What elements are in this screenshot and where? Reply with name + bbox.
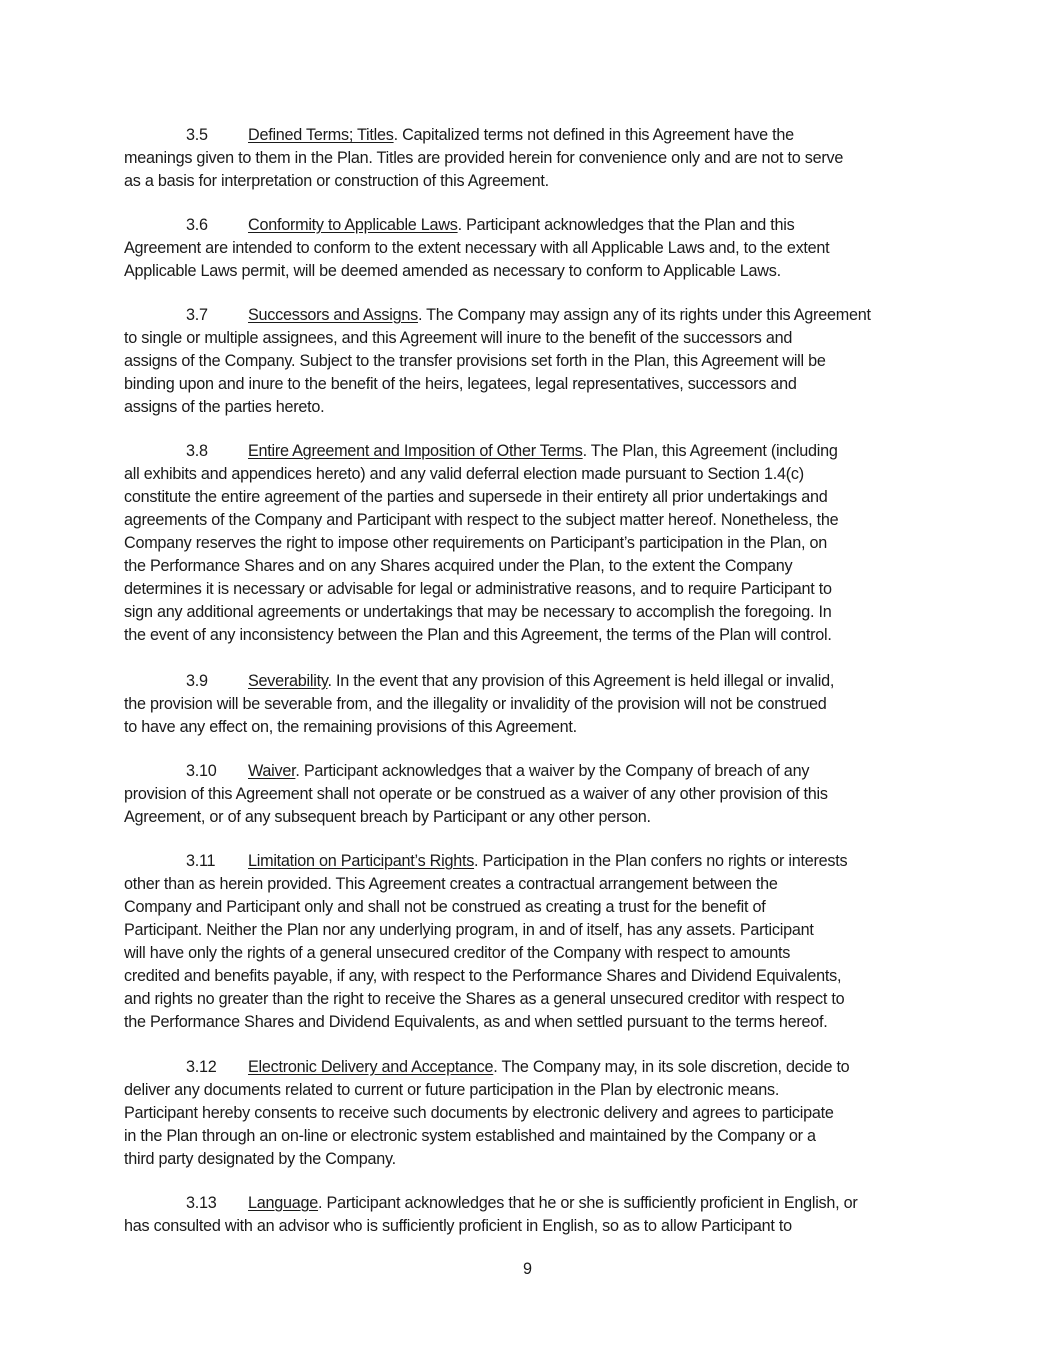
section-first-line <box>124 850 934 873</box>
section-heading: Defined Terms; Titles <box>248 126 394 144</box>
section-first-line <box>124 440 934 463</box>
section-text: . Participation in the Plan confers no rights or interests <box>474 852 848 870</box>
section-text-line: third party designated by the Company. <box>124 1150 396 1168</box>
section-number: 3.8 <box>186 442 208 460</box>
section-text-line: to single or multiple assignees, and this Agreement will inure to the benefit of the successors and <box>124 329 793 347</box>
section-first-line <box>124 760 934 783</box>
section-text-line: and rights no greater than the right to receive the Shares as a general unsecured creditor with respect to <box>124 990 845 1008</box>
section-number: 3.12 <box>186 1058 217 1076</box>
section-text-line: as a basis for interpretation or construction of this Agreement. <box>124 172 549 190</box>
section-3-6 <box>124 214 934 283</box>
section-text: . The Company may, in its sole discretion, decide to <box>493 1058 850 1076</box>
section-text-line: the provision will be severable from, and the illegality or invalidity of the provision will not be construed <box>124 695 827 713</box>
section-text-line: to have any effect on, the remaining provisions of this Agreement. <box>124 718 577 736</box>
section-text-line: Company and Participant only and shall not be construed as creating a trust for the benefit of <box>124 898 766 916</box>
section-text: . The Plan, this Agreement (including <box>582 442 838 460</box>
section-text-line: will have only the rights of a general unsecured creditor of the Company with respect to amounts <box>124 944 791 962</box>
section-heading: Waiver <box>248 762 296 780</box>
section-heading: Successors and Assigns <box>248 306 418 324</box>
section-text-line: Company reserves the right to impose other requirements on Participant’s participation in the Plan, on <box>124 534 828 552</box>
section-first-line <box>124 124 934 147</box>
section-text-line: has consulted with an advisor who is sufficiently proficient in English, so as to allow Participant to <box>124 1217 792 1235</box>
section-number: 3.10 <box>186 762 217 780</box>
section-text-line: binding upon and inure to the benefit of the heirs, legatees, legal representatives, successors and <box>124 375 797 393</box>
section-heading: Electronic Delivery and Acceptance <box>248 1058 494 1076</box>
section-3-8 <box>124 440 934 647</box>
section-number: 3.11 <box>186 852 216 870</box>
section-text-line: Agreement, or of any subsequent breach by Participant or any other person. <box>124 808 651 826</box>
section-first-line <box>124 304 934 327</box>
section-first-line <box>124 1192 934 1215</box>
section-3-12 <box>124 1056 934 1171</box>
section-number: 3.6 <box>186 216 208 234</box>
section-text: . Capitalized terms not defined in this Agreement have the <box>393 126 794 144</box>
section-text-line: provision of this Agreement shall not operate or be construed as a waiver of any other provision of this <box>124 785 828 803</box>
section-text-line: meanings given to them in the Plan. Titles are provided herein for convenience only and are not to serve <box>124 149 844 167</box>
section-heading: Entire Agreement and Imposition of Other Terms <box>248 442 583 460</box>
section-text-line: sign any additional agreements or undertakings that may be necessary to accomplish the foregoing. In <box>124 603 832 621</box>
section-3-9 <box>124 670 934 739</box>
section-number: 3.9 <box>186 672 208 690</box>
section-first-line <box>124 214 934 237</box>
section-heading: Language <box>248 1194 319 1212</box>
section-3-10 <box>124 760 934 829</box>
section-text-line: Participant. Neither the Plan nor any underlying program, in and of itself, has any assets. Participant <box>124 921 814 939</box>
section-heading: Severability <box>248 672 328 690</box>
section-text-line: the Performance Shares and Dividend Equivalents, as and when settled pursuant to the terms hereof. <box>124 1013 828 1031</box>
section-text-line: assigns of the parties hereto. <box>124 398 325 416</box>
section-text-line: all exhibits and appendices hereto) and any valid deferral election made pursuant to Section 1.4(c) <box>124 465 804 483</box>
section-number: 3.7 <box>186 306 208 324</box>
section-text-line: assigns of the Company. Subject to the transfer provisions set forth in the Plan, this Agreement will be <box>124 352 826 370</box>
section-3-11 <box>124 850 934 1034</box>
section-text-line: Agreement are intended to conform to the extent necessary with all Applicable Laws and, to the extent <box>124 239 830 257</box>
section-heading: Limitation on Participant’s Rights <box>248 852 475 870</box>
section-text: . The Company may assign any of its rights under this Agreement <box>417 306 871 324</box>
section-text: . Participant acknowledges that a waiver by the Company of breach of any <box>295 762 810 780</box>
section-3-5 <box>124 124 934 193</box>
section-text-line: the Performance Shares and on any Shares acquired under the Plan, to the extent the Company <box>124 557 793 575</box>
section-text-line: constitute the entire agreement of the parties and supersede in their entirety all prior undertakings and <box>124 488 828 506</box>
section-text-line: determines it is necessary or advisable for legal or administrative reasons, and to require Participant to <box>124 580 832 598</box>
section-text-line: Applicable Laws permit, will be deemed amended as necessary to conform to Applicable Laws. <box>124 262 781 280</box>
section-text-line: Participant hereby consents to receive such documents by electronic delivery and agrees to participate <box>124 1104 834 1122</box>
section-text-line: in the Plan through an on-line or electronic system established and maintained by the Company or a <box>124 1127 816 1145</box>
page-number: 9 <box>522 1260 532 1278</box>
section-heading: Conformity to Applicable Laws <box>248 216 458 234</box>
section-text-line: credited and benefits payable, if any, with respect to the Performance Shares and Dividend Equivalents, <box>124 967 842 985</box>
section-first-line <box>124 1056 934 1079</box>
section-number: 3.13 <box>186 1194 217 1212</box>
section-3-7 <box>124 304 934 419</box>
section-text-line: deliver any documents related to current or future participation in the Plan by electronic means. <box>124 1081 780 1099</box>
section-text-line: the event of any inconsistency between the Plan and this Agreement, the terms of the Plan will control. <box>124 626 832 644</box>
section-text: . In the event that any provision of this Agreement is held illegal or invalid, <box>327 672 835 690</box>
section-number: 3.5 <box>186 126 208 144</box>
section-first-line <box>124 670 934 693</box>
section-text-line: agreements of the Company and Participant with respect to the subject matter hereof. Nonetheless, the <box>124 511 839 529</box>
section-text: . Participant acknowledges that he or she is sufficiently proficient in English, or <box>318 1194 858 1212</box>
section-text-line: other than as herein provided. This Agreement creates a contractual arrangement between the <box>124 875 778 893</box>
section-3-13 <box>124 1192 934 1238</box>
section-text: . Participant acknowledges that the Plan and this <box>457 216 795 234</box>
